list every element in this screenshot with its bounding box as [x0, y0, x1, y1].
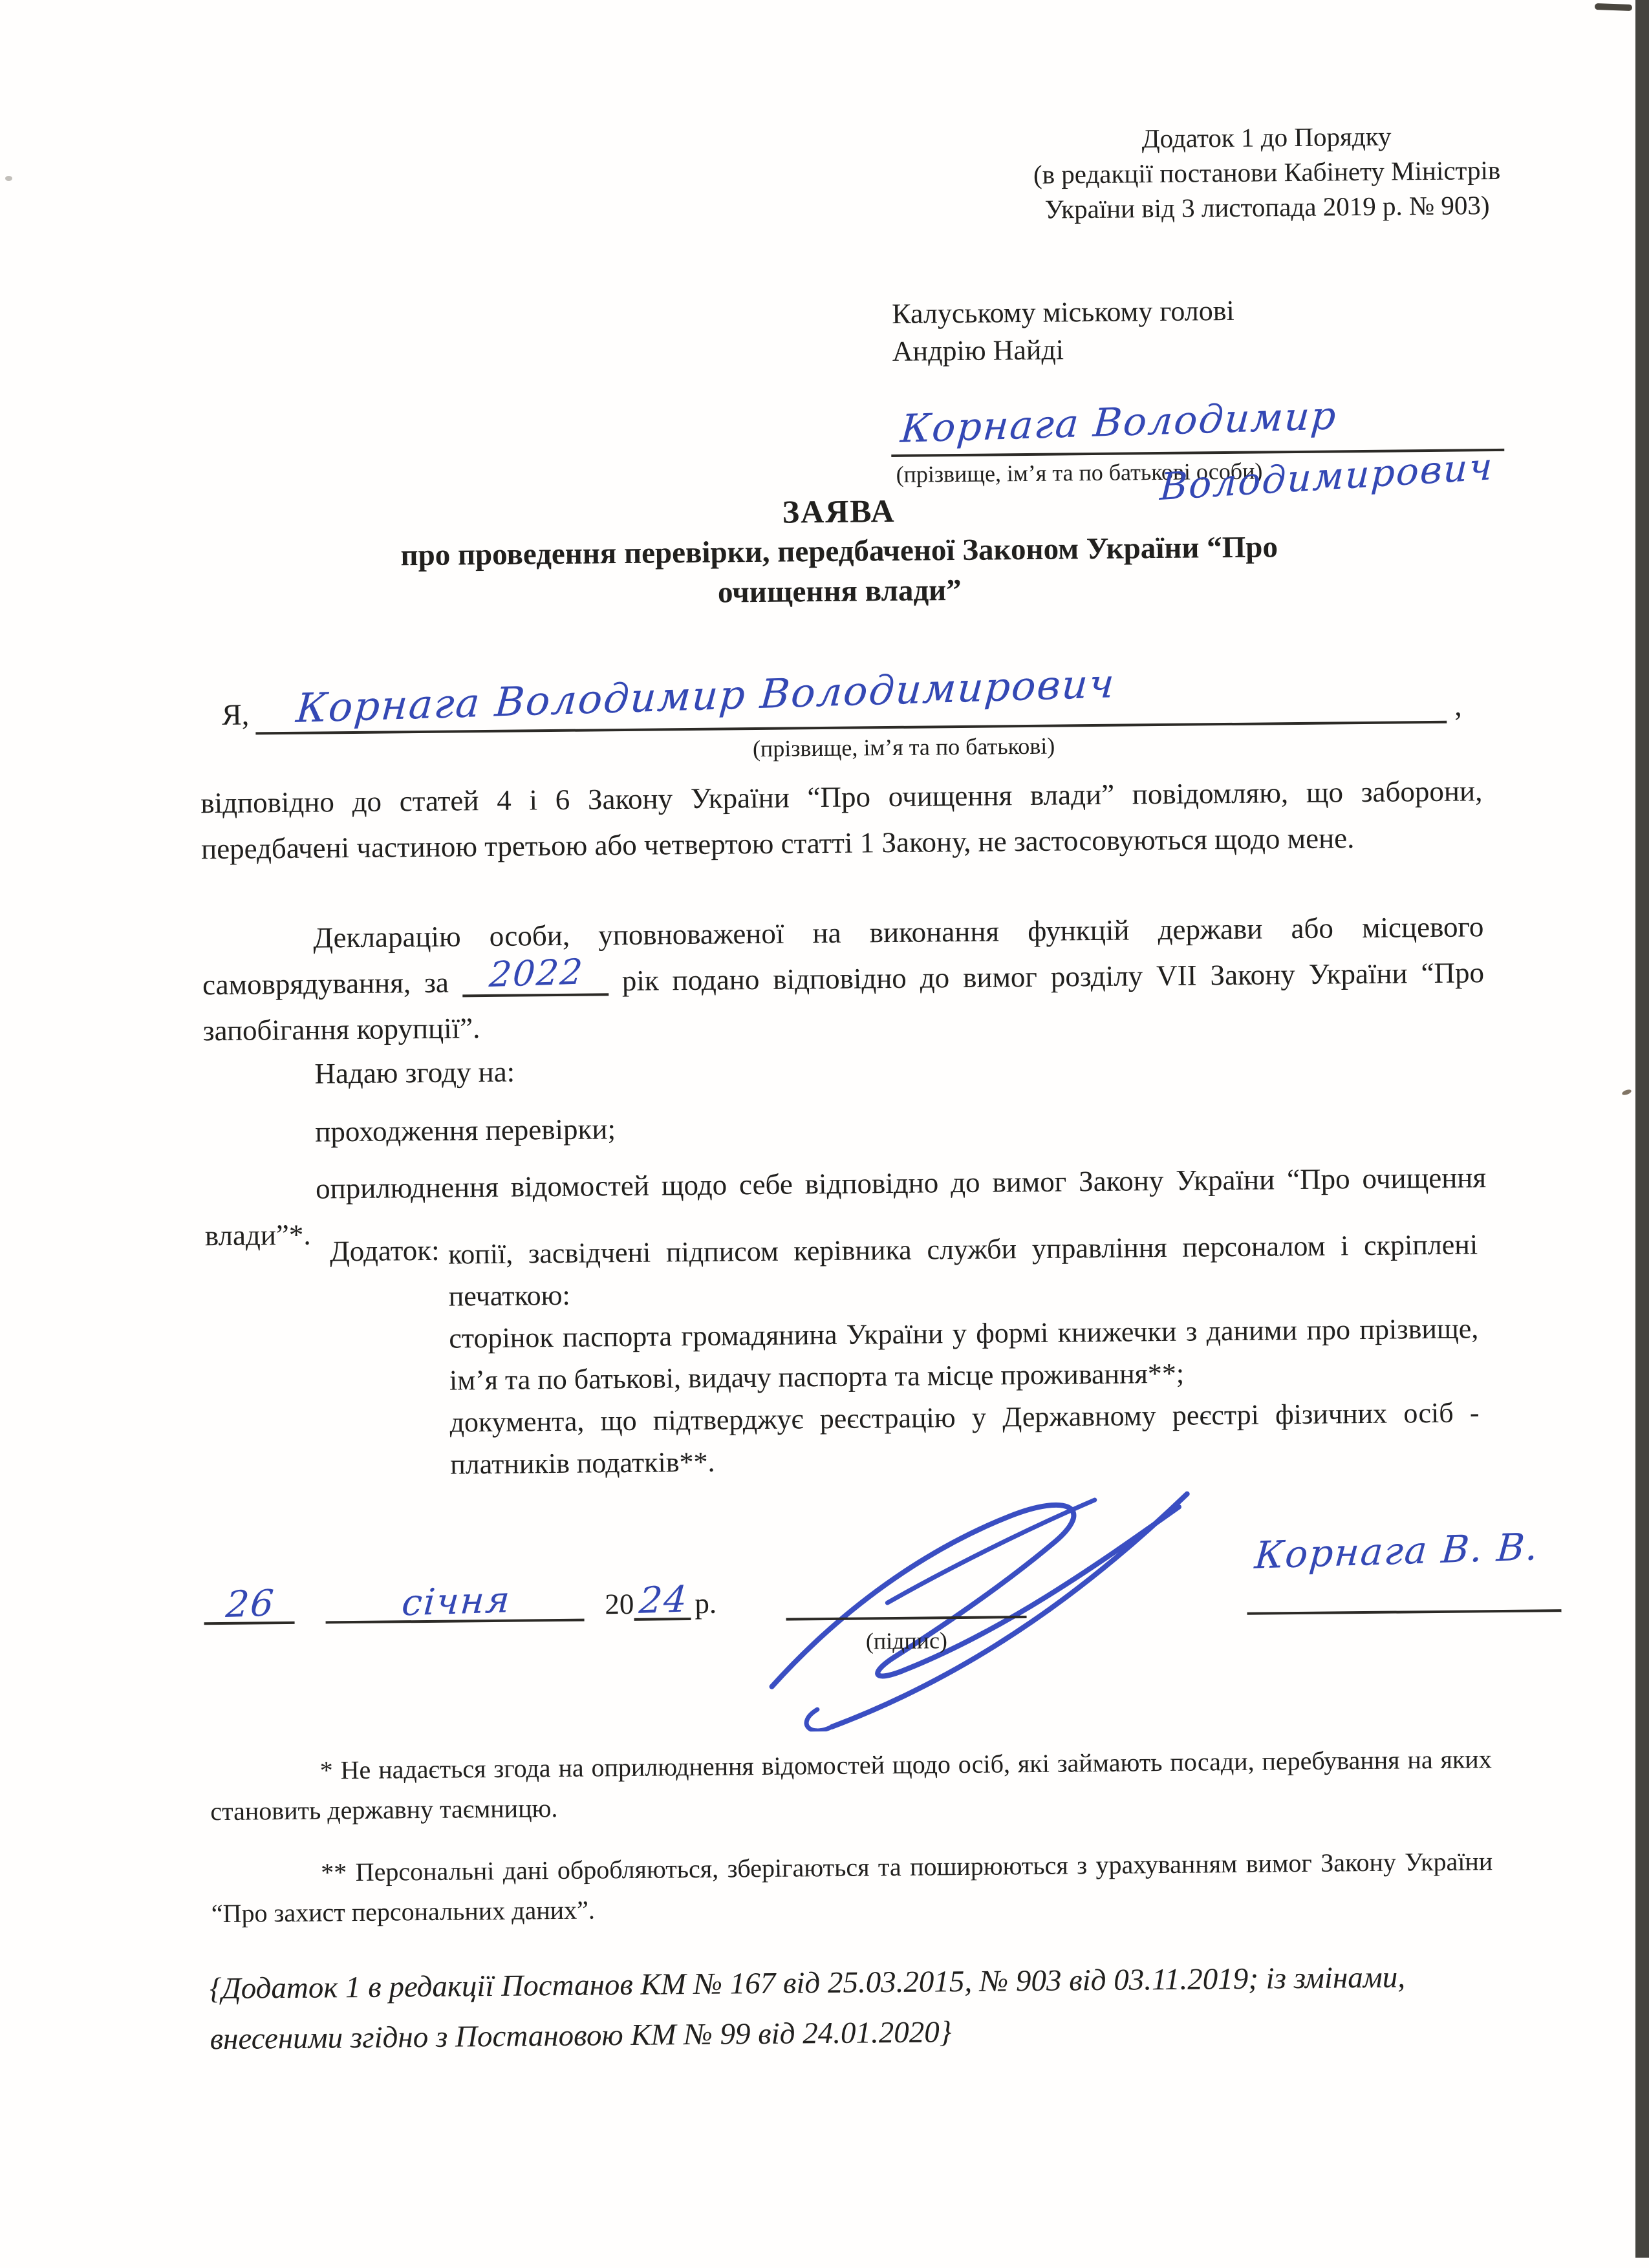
date-year-underline — [634, 1549, 691, 1621]
declaration-year-handwritten: 2022 — [488, 951, 585, 996]
paragraph-declaration — [202, 904, 1485, 1054]
date-month-underline — [325, 1550, 585, 1624]
addressee-patronymic-handwritten: Володимирович — [1159, 444, 1495, 509]
attachment-intro: копії, засвідчені підписом керівника служби управління персоналом і скріплені печаткою: — [447, 1228, 1478, 1312]
date-day-underline — [204, 1553, 295, 1625]
signature-caption: (підпис) — [865, 1627, 948, 1654]
attachment-item-2: документа, що підтверджує реєстрацію у Державному реєстрі фізичних осіб - платників податків**. — [449, 1396, 1480, 1481]
date-row — [204, 1548, 717, 1625]
consent-item-2: оприлюднення відомостей щодо себе відповідно до вимог Закону України “Про очищення влади”*. — [204, 1161, 1487, 1252]
declarant-caption: (прізвище, ім’я та по батькові) — [752, 733, 1055, 762]
paragraph-lustration-notice: відповідно до статей 4 і 6 Закону України “Про очищення влади” повідомляю, що заборони, передбачені частиною третьою або четвертою статті 1 Закону, не застосовуються щодо мене. — [200, 775, 1483, 866]
date-year-prefix: 20 — [605, 1587, 634, 1621]
addressee-handwritten-name: Корнага Володимир — [899, 393, 1339, 452]
consent-intro: Надаю згоду на: — [314, 1055, 515, 1090]
date-year-handwritten: 24 — [638, 1578, 690, 1622]
declarant-trailing-comma: , — [1454, 689, 1462, 722]
addressee-caption: (прізвище, ім’я та по батькові особи) — [896, 458, 1263, 487]
addressee-line1: Калуському міському голові — [891, 294, 1234, 330]
declaration-year-underline — [462, 951, 609, 997]
scan-speck — [5, 176, 12, 181]
attachment-label: Додаток: — [329, 1234, 440, 1268]
consent-item-1: проходження перевірки; — [315, 1113, 616, 1148]
scan-edge-artifact — [1635, 0, 1649, 2258]
addressee-name-underline — [890, 350, 1504, 457]
annex-reference-line2: (в редакції постанови Кабінету Міністрів — [1033, 155, 1501, 189]
revision-note — [210, 1951, 1523, 2064]
declaration-text-before-year: Декларацію особи, уповноваженої на виконання функцій держави або місцевого самоврядування, за — [202, 910, 1484, 1001]
revision-note-line2: внесеними згідно з Постановою КМ № 99 від 24.01.2020} — [210, 2015, 952, 2057]
annex-reference — [998, 117, 1536, 227]
title-line2: про проведення перевірки, передбаченої Законом України “Про — [400, 530, 1278, 573]
declarant-prefix: Я, — [221, 698, 250, 731]
addressee-line2: Андрію Найді — [892, 334, 1064, 367]
revision-note-line1: {Додаток 1 в редакції Постанов КМ № 167 від 25.03.2015, № 903 від 03.11.2019; із змінами, — [209, 1960, 1406, 2006]
title-line1: ЗАЯВА — [782, 492, 896, 530]
date-month-handwritten: січня — [400, 1579, 513, 1625]
attachment-item-1: сторінок паспорта громадянина України у формі книжечки з даними про прізвище, ім’я та по батькові, видачу паспорта та місце проживання**; — [449, 1312, 1479, 1396]
document-title — [198, 485, 1481, 617]
date-day-handwritten: 26 — [224, 1582, 277, 1626]
annex-reference-line3: України від 3 листопада 2019 р. № 903) — [1044, 190, 1490, 224]
signed-name-underline — [1247, 1609, 1561, 1615]
scan-smudge-artifact — [1595, 3, 1632, 11]
title-line3: очищення влади” — [717, 573, 962, 610]
declaration-text-after-year: рік подано відповідно до вимог розділу VII Закону України “Про запобігання корупції”. — [202, 956, 1485, 1047]
annex-reference-line1: Додаток 1 до Порядку — [1141, 121, 1392, 154]
date-year-suffix: р. — [695, 1587, 717, 1620]
declarant-name-underline — [255, 658, 1447, 735]
signature-flourish-graphic — [731, 1468, 1270, 1732]
attachment-block — [448, 1223, 1480, 1485]
footnote-1: * Не надається згода на оприлюднення відомостей щодо осіб, які займають посади, перебування на яких становить державну таємницю. — [210, 1744, 1492, 1826]
signed-name-handwritten: Корнага В. В. — [1253, 1524, 1541, 1578]
footnote-2: ** Персональні дані обробляються, зберігаються та поширюються з урахуванням вимог Закону України “Про захист персональних даних”. — [211, 1846, 1493, 1929]
declarant-handwritten-name: Корнага Володимир Володимирович — [294, 659, 1117, 732]
